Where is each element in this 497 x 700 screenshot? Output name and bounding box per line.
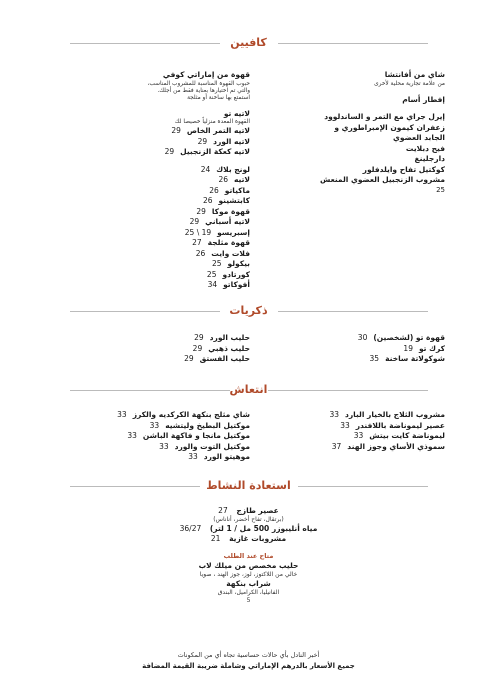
item-price: 34 — [207, 280, 218, 289]
item-name: لاتيه — [233, 175, 250, 184]
energy-block — [0, 506, 497, 605]
menu-item — [70, 196, 250, 207]
item-description: حبوب القهوة المناسبة للمشروب المناسب، — [147, 80, 250, 87]
menu-item — [70, 421, 250, 432]
menu-item — [255, 344, 445, 355]
item-price: 33 — [117, 410, 127, 419]
menu-item — [255, 333, 445, 344]
menu-item — [255, 442, 445, 453]
item-price: 33 — [188, 452, 198, 461]
item-price: 36/27 — [179, 524, 202, 533]
item-name: قهوة موكا — [211, 206, 250, 216]
menu-item — [255, 144, 445, 155]
item-name: ليموناضة كايت بيتش — [369, 431, 445, 440]
item-price: 29 — [192, 343, 203, 353]
spacer — [70, 158, 250, 165]
item-name: شوكولاتة ساخنة — [385, 354, 445, 363]
menu-item — [70, 249, 250, 260]
item-price: 25 — [436, 185, 445, 194]
revive-left-column — [70, 410, 250, 463]
menu-item — [255, 95, 445, 106]
spacer — [70, 102, 250, 109]
item-description: خالي من اللاكتوز، لوز، جوز الهند ، صويا — [199, 571, 298, 578]
item-price: 37 — [331, 441, 342, 451]
item-name: مشروب الزنجبيل العضوي المنعش — [320, 175, 445, 184]
menu-item — [70, 270, 250, 281]
menu-item — [70, 175, 250, 186]
menu-item — [70, 109, 250, 120]
item-name: حليب الورد — [209, 333, 250, 342]
menu-item — [255, 154, 445, 165]
menu-item — [70, 217, 250, 228]
menu-item-flavored-syrup: شراب بنكهة — [226, 579, 271, 588]
item-price: 25 — [206, 269, 217, 279]
menu-item — [70, 126, 250, 137]
menu-item — [70, 431, 250, 442]
item-description: الفانيليا، الكراميل، البندق — [217, 589, 280, 596]
item-price: 33 — [353, 431, 364, 440]
item-name: عصير ليموناضة باللافندر — [355, 420, 445, 430]
item-price: 24 — [200, 164, 211, 174]
item-price: 29 — [197, 136, 208, 146]
item-name: إفطار أسام — [402, 94, 445, 104]
section-title-memories: ذكريات — [229, 304, 268, 317]
menu-item — [70, 452, 250, 463]
caffeine-coffee-column — [70, 70, 250, 291]
section-header-caffeine — [0, 36, 497, 50]
item-price: 29 — [171, 126, 181, 135]
menu-item — [255, 165, 445, 176]
item-name: فيح دبلايت — [405, 143, 445, 153]
item-description: من علامة تجارية محلية لأخرى — [374, 80, 445, 87]
item-description: القهوة المعدة منزلياً خصيصا لك — [174, 119, 250, 125]
item-name: موكتيل مانجا و فاكهة الباشن — [142, 431, 250, 440]
menu-item — [70, 280, 250, 291]
item-name: لاتيه أسباني — [205, 217, 250, 226]
footer — [0, 650, 497, 672]
item-name: كرك تو — [418, 343, 445, 353]
section-title-revive: انتعاش — [229, 383, 268, 396]
item-name: كابتشينو — [218, 196, 250, 205]
item-name: سموذي الأساي وجوز الهند — [347, 441, 445, 451]
menu-item — [70, 354, 250, 365]
menu-item — [70, 410, 250, 421]
section-header-revive — [0, 383, 497, 397]
item-name: حليب ذهبي — [208, 343, 250, 353]
item-price: 26 — [209, 185, 219, 195]
spacer — [255, 105, 445, 112]
revive-right-column — [255, 410, 445, 452]
menu-item — [70, 442, 250, 453]
allergy-notice: أخبر النادل بأي حالات حساسية تجاه أي من المكونات — [177, 651, 320, 659]
item-name: دارجلينغ — [414, 154, 445, 163]
section-title-caffeine: كافيين — [230, 36, 267, 49]
item-name: لاتيه الورد — [213, 136, 250, 146]
item-name: ماكياتو — [224, 185, 250, 195]
item-name: لونج بلاك — [216, 164, 250, 174]
spacer — [255, 88, 445, 95]
section-title-energy: استعادة النشاط — [206, 479, 291, 492]
item-name: موكتيل التوت والورد — [174, 441, 250, 451]
item-name: إسبريسو — [217, 227, 250, 237]
item-price: 33 — [340, 420, 350, 430]
item-name: قهوة مثلجة — [207, 238, 250, 247]
menu-item — [70, 228, 250, 239]
item-price: 33 — [149, 420, 160, 430]
item-name: بيكولو — [227, 259, 250, 268]
menu-item — [70, 147, 250, 158]
item-name: لاتيه تو — [223, 108, 250, 118]
item-name: حليب الفستق — [199, 354, 250, 363]
item-name: قهوة تو (لشخصين) — [373, 333, 445, 342]
menu-item — [70, 344, 250, 355]
item-description: استمتع بها ساخنة أو مثلجة — [187, 94, 250, 101]
item-price: 30 — [357, 333, 368, 342]
item-name: موهيتو الورد — [203, 452, 250, 461]
menu-item — [70, 137, 250, 148]
item-name: شاي من أفانتشا — [384, 70, 445, 79]
item-description: والتي تم اختيارها بعناية فقط من أجلك. — [157, 87, 250, 94]
item-price: 26 — [195, 248, 206, 258]
menu-item-custom-milk: حليب مخصص من ميلك لاب — [198, 561, 299, 570]
menu-item-soft-drinks: مشروبات غازية 21 — [210, 534, 287, 543]
caffeine-tea-column — [255, 70, 445, 195]
menu-item — [255, 431, 445, 442]
menu-item — [255, 123, 445, 134]
on-request-label: متاح عند الطلب — [223, 552, 274, 560]
menu-item — [255, 421, 445, 432]
item-price: 19 — [403, 343, 413, 353]
item-name: كوكتيل تفاح وايلدفلور — [362, 164, 445, 174]
memories-left-column — [70, 333, 250, 365]
item-name: قهوة من إماراتي كوفي — [162, 70, 250, 79]
item-price: 25 — [211, 259, 222, 268]
item-name: لاتيه كعكة الزنجبيل — [180, 147, 250, 156]
memories-right-column — [255, 333, 445, 365]
item-name: أفوكاتو — [223, 280, 250, 289]
menu-item — [255, 410, 445, 421]
section-header-energy — [0, 479, 497, 493]
menu-item-water: مياه أنليبوزر 500 مل / 1 لتر) 36/27 — [179, 524, 318, 533]
item-description: (برتقال، تفاح أخضر، أناناس) — [213, 516, 284, 523]
item-price: 21 — [210, 534, 221, 543]
menu-item — [255, 112, 445, 123]
menu-item — [70, 333, 250, 344]
item-price: 35 — [369, 354, 380, 363]
item-price: 29 — [189, 217, 200, 226]
menu-item — [70, 259, 250, 270]
menu-item — [70, 238, 250, 249]
menu-item — [255, 133, 445, 144]
menu-item — [70, 186, 250, 197]
item-price: 26 — [218, 175, 228, 184]
item-price: 29 — [164, 147, 175, 156]
item-name: مشروب الثلاج بالخيار البارد — [344, 410, 445, 419]
menu-item — [255, 354, 445, 365]
section-header-memories — [0, 304, 497, 318]
item-price: 29 — [196, 206, 206, 216]
item-price: 26 — [202, 196, 213, 205]
item-name: فلات وايت — [211, 248, 250, 258]
item-price: 33 — [329, 410, 339, 419]
item-name: زعفران كيمون الإمبراطوري و — [334, 122, 445, 132]
item-name: موكتيل البطيخ وليتشيه — [165, 420, 250, 430]
item-name: إيرل جراي مع التمر و الساندلوود — [324, 112, 445, 121]
menu-item-fresh-juice: عصير طازج 27 — [218, 506, 279, 515]
item-price: 33 — [159, 441, 169, 451]
menu-item — [70, 165, 250, 176]
item-price: 29 — [194, 333, 204, 342]
menu-item — [70, 207, 250, 218]
item-name: شاي مثلج بنكهة الكركديه والكرز — [132, 410, 250, 419]
item-price: 27 — [218, 506, 228, 515]
item-name: الجابد العضوي — [393, 133, 445, 142]
menu-item — [255, 70, 445, 81]
price-notice: جميع الأسعار بالدرهم الإماراتي وشاملة ضريبة القيمة المضافة — [142, 662, 355, 670]
item-price: 29 — [184, 354, 194, 363]
menu-item — [70, 70, 250, 81]
item-price: 27 — [192, 238, 202, 247]
item-price: 33 — [127, 431, 137, 440]
item-price: 19 \ 25 — [184, 227, 212, 237]
item-name: كورتادو — [222, 269, 250, 279]
menu-item — [255, 175, 445, 186]
item-name: لاتيه التمر الخاص — [186, 126, 250, 135]
item-price: 5 — [246, 597, 251, 604]
